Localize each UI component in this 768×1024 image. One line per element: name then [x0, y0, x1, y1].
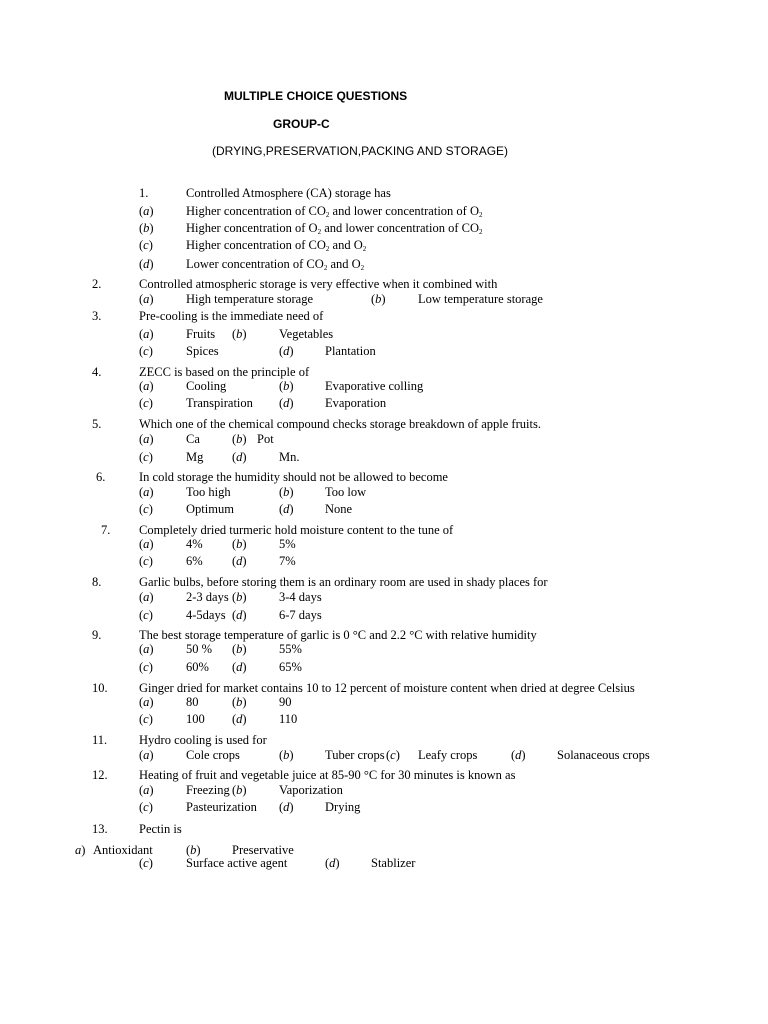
option-letter: (c) — [139, 608, 153, 622]
option-text: 90 — [279, 695, 292, 709]
option-text: High temperature storage — [186, 292, 314, 306]
option-letter: (c) — [139, 344, 153, 358]
option-text: Optimum — [186, 502, 234, 516]
option-letter: (b) — [279, 748, 294, 762]
option-text: 5% — [279, 537, 296, 551]
question-text: In cold storage the humidity should not be allowed to become — [139, 470, 448, 484]
option-text: Solanaceous crops — [557, 748, 650, 762]
option-text: None — [325, 502, 353, 516]
option-text: Plantation — [325, 344, 376, 358]
question-number: 7. — [101, 523, 111, 537]
option-text: Too high — [186, 485, 231, 499]
option-text: Cole crops — [186, 748, 240, 762]
option-letter: (a) — [139, 748, 154, 762]
option-letter: (b) — [232, 695, 247, 709]
section-subtitle: (DRYING,PRESERVATION,PACKING AND STORAGE) — [212, 144, 509, 158]
option-letter: (a) — [139, 432, 154, 446]
option-text: Cooling — [186, 379, 227, 393]
question-number: 2. — [92, 277, 102, 291]
option-text: Preservative — [232, 843, 294, 857]
option-letter: (b) — [232, 783, 247, 797]
option-text: 4-5days — [186, 608, 226, 622]
option-letter: (d) — [232, 660, 247, 674]
option-letter: (c) — [139, 238, 153, 252]
question-text: Controlled Atmosphere (CA) storage has — [186, 186, 391, 200]
option-letter: (d) — [279, 396, 294, 410]
option-letter: (c) — [386, 748, 400, 762]
option-letter: (c) — [139, 450, 153, 464]
option-letter: (b) — [279, 485, 294, 499]
option-text: Higher concentration of $CO_2$ and $O_2$ — [186, 238, 367, 253]
question-text: Hydro cooling is used for — [139, 733, 267, 747]
option-text: Higher concentration of $CO_2$ and lower concentration of $O_2$ — [186, 204, 483, 219]
option-letter: (a) — [139, 485, 154, 499]
question-number: 13. — [92, 822, 108, 836]
option-letter: (d) — [232, 608, 247, 622]
option-text: Evaporation — [325, 396, 387, 410]
question-number: 12. — [92, 768, 108, 782]
option-text: 4% — [186, 537, 203, 551]
group-heading: GROUP-C — [273, 117, 330, 131]
option-letter: (b) — [232, 590, 247, 604]
option-text: Fruits — [186, 327, 216, 341]
option-text: 65% — [279, 660, 302, 674]
question-text: Completely dried turmeric hold moisture content to the tune of — [139, 523, 454, 537]
question-number: 3. — [92, 309, 102, 323]
option-letter: (c) — [139, 554, 153, 568]
option-letter: (b) — [371, 292, 386, 306]
option-text: Pasteurization — [186, 800, 257, 814]
option-letter: (a) — [139, 695, 154, 709]
option-letter: (a) — [139, 327, 154, 341]
option-text: 6-7 days — [279, 608, 322, 622]
option-text: Spices — [186, 344, 219, 358]
option-letter: (d) — [279, 344, 294, 358]
question-text: Heating of fruit and vegetable juice at 85-90 °C for 30 minutes is known as — [139, 768, 516, 782]
option-letter: (d) — [232, 712, 247, 726]
option-letter: (a) — [139, 590, 154, 604]
option-text: Antioxidant — [93, 843, 153, 857]
option-text: Tuber crops — [325, 748, 385, 762]
option-letter: (c) — [139, 712, 153, 726]
question-number: 8. — [92, 575, 102, 589]
option-letter: (a) — [139, 379, 154, 393]
option-text: 55% — [279, 642, 302, 656]
option-letter: (d) — [325, 856, 340, 870]
option-text: Vaporization — [279, 783, 343, 797]
option-letter: (b) — [232, 642, 247, 656]
question-text: Which one of the chemical compound checks storage breakdown of apple fruits. — [139, 417, 541, 431]
option-text: Higher concentration of $O_2$ and lower concentration of $CO_2$ — [186, 221, 483, 236]
option-letter: (a) — [139, 204, 154, 218]
question-text: ZECC is based on the principle of — [139, 365, 310, 379]
option-text: Transpiration — [186, 396, 253, 410]
option-text: Low temperature storage — [418, 292, 543, 306]
question-text: Pre-cooling is the immediate need of — [139, 309, 324, 323]
question-text: Controlled atmospheric storage is very effective when it combined with — [139, 277, 498, 291]
option-text: Drying — [325, 800, 361, 814]
option-letter: (a) — [139, 642, 154, 656]
option-letter: (d) — [232, 450, 247, 464]
question-text: The best storage temperature of garlic is 0 °C and 2.2 °C with relative humidity — [139, 628, 537, 642]
option-text: Ca — [186, 432, 200, 446]
option-letter: (c) — [139, 856, 153, 870]
option-letter: (d) — [511, 748, 526, 762]
option-text: 7% — [279, 554, 296, 568]
option-text: 3-4 days — [279, 590, 322, 604]
question-text: Pectin is — [139, 822, 182, 836]
option-text: Mn. — [279, 450, 300, 464]
question-number: 10. — [92, 681, 108, 695]
option-letter: (b) — [232, 327, 247, 341]
question-number: 4. — [92, 365, 102, 379]
option-letter: (a) — [139, 537, 154, 551]
question-text: Garlic bulbs, before storing them is an ordinary room are used in shady places for — [139, 575, 548, 589]
option-text: 100 — [186, 712, 205, 726]
option-text: Lower concentration of $CO_2$ and $O_2$ — [186, 257, 365, 272]
option-letter: a) — [75, 843, 86, 857]
question-number: 1. — [139, 186, 149, 200]
option-text: Surface active agent — [186, 856, 288, 870]
option-letter: (b) — [186, 843, 201, 857]
question-number: 5. — [92, 417, 102, 431]
question-text: Ginger dried for market contains 10 to 12 percent of moisture content when dried at degree Celsius — [139, 681, 635, 695]
option-text: Leafy crops — [418, 748, 478, 762]
option-text: 50 % — [186, 642, 213, 656]
option-text: 2-3 days — [186, 590, 229, 604]
option-letter: (a) — [139, 292, 154, 306]
option-letter: (c) — [139, 660, 153, 674]
option-letter: (d) — [232, 554, 247, 568]
option-text: Freezing — [186, 783, 230, 797]
option-letter: (b) — [232, 432, 247, 446]
option-text: Pot — [257, 432, 274, 446]
option-text: Vegetables — [279, 327, 334, 341]
option-text: 6% — [186, 554, 203, 568]
option-letter: (c) — [139, 800, 153, 814]
option-text: Too low — [325, 485, 367, 499]
question-number: 6. — [96, 470, 106, 484]
option-letter: (d) — [279, 502, 294, 516]
option-text: 80 — [186, 695, 199, 709]
option-letter: (b) — [279, 379, 294, 393]
option-text: Evaporative colling — [325, 379, 424, 393]
option-letter: (b) — [232, 537, 247, 551]
page-title: MULTIPLE CHOICE QUESTIONS — [224, 89, 408, 103]
option-text: Mg — [186, 450, 204, 464]
option-text: Stablizer — [371, 856, 416, 870]
option-letter: (d) — [139, 257, 154, 271]
option-letter: (b) — [139, 221, 154, 235]
option-letter: (c) — [139, 396, 153, 410]
option-letter: (d) — [279, 800, 294, 814]
question-number: 9. — [92, 628, 102, 642]
option-letter: (c) — [139, 502, 153, 516]
option-text: 110 — [279, 712, 298, 726]
option-letter: (a) — [139, 783, 154, 797]
question-number: 11. — [92, 733, 108, 747]
option-text: 60% — [186, 660, 209, 674]
